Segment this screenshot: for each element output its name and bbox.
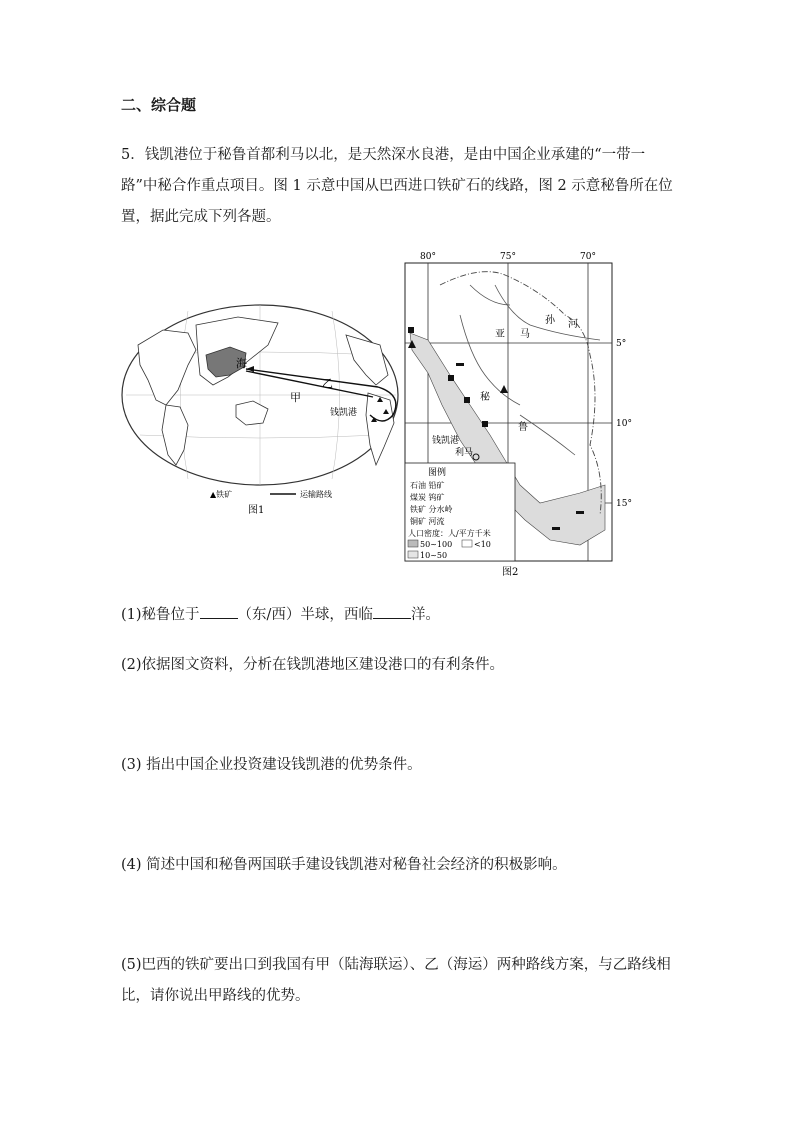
answer-blank-hemisphere[interactable] bbox=[200, 604, 238, 619]
label-yi: 乙 bbox=[322, 377, 333, 390]
q1-part-c: 洋。 bbox=[410, 607, 440, 623]
peru-map bbox=[400, 245, 632, 580]
swatch-10-50 bbox=[408, 551, 418, 558]
swatch-under-10 bbox=[462, 540, 472, 547]
figure-1 bbox=[118, 305, 408, 524]
question-5: (5)巴西的铁矿要出口到我国有甲（陆海联运）、乙（海运）两种路线方案，与乙路线相比，请你说出甲路线的优势。 bbox=[121, 957, 671, 1004]
question-3: (3) 指出中国企业投资建设钱凯港的优势条件。 bbox=[121, 757, 422, 773]
figure1-caption: 图1 bbox=[248, 505, 265, 516]
legend-density-title: 人口密度：人/平方千米 bbox=[408, 529, 491, 538]
question-4: (4) 简述中国和秘鲁两国联手建设钱凯港对秘鲁社会经济的积极影响。 bbox=[121, 857, 567, 873]
swatch-50-100 bbox=[408, 540, 418, 547]
answer-blank-ocean[interactable] bbox=[373, 604, 411, 619]
lat-5: 5° bbox=[616, 339, 627, 349]
legend bbox=[405, 463, 515, 561]
lat-15: 15° bbox=[616, 499, 632, 509]
figure2-caption: 图2 bbox=[502, 567, 519, 578]
coal-marker bbox=[448, 375, 454, 381]
section-title: 二、综合题 bbox=[121, 96, 197, 114]
legend-dens-c: 10~50 bbox=[420, 551, 448, 560]
legend-row2: 煤炭 钨矿 bbox=[410, 493, 445, 502]
legend-row3: 铁矿 分水岭 bbox=[410, 505, 453, 514]
lon-80: 80° bbox=[420, 252, 436, 262]
label-he: 河 bbox=[568, 319, 578, 330]
label-lu: 鲁 bbox=[518, 422, 528, 433]
copper-marker bbox=[456, 363, 464, 366]
label-lima: 利马 bbox=[455, 448, 474, 458]
lon-75: 75° bbox=[500, 252, 516, 262]
label-sea: 海 bbox=[236, 357, 247, 370]
legend-dens-a: 50~100 bbox=[420, 540, 453, 549]
label-sun: 孙 bbox=[545, 315, 555, 326]
lon-70: 70° bbox=[580, 252, 596, 262]
label-ma: 马 bbox=[520, 329, 530, 340]
question-2: (2)依据图文资料，分析在钱凯港地区建设港口的有利条件。 bbox=[121, 657, 505, 673]
label-ya: 亚 bbox=[495, 329, 505, 340]
south-america bbox=[366, 393, 394, 465]
label-jia: 甲 bbox=[290, 391, 301, 404]
legend-iron: ▲铁矿 bbox=[210, 490, 233, 499]
copper-marker bbox=[576, 511, 584, 514]
legend-row4: 铜矿 河流 bbox=[410, 517, 445, 526]
coal-marker bbox=[482, 421, 488, 427]
q1-part-a: (1)秘鲁位于 bbox=[121, 607, 200, 623]
question-1 bbox=[121, 600, 681, 631]
question-intro: 5．钱凯港位于秘鲁首都利马以北，是天然深水良港，是由中国企业承建的“一带一路”中秘合作重点项目。图 1 示意中国从巴西进口铁矿石的线路，图 2 示意秘鲁所在位置，据此完成下列各题。 bbox=[121, 147, 673, 225]
q1-part-b: （东/西）半球，西临 bbox=[237, 607, 373, 623]
lat-10: 10° bbox=[616, 419, 632, 429]
legend-title: 图例 bbox=[428, 468, 447, 478]
oil-marker bbox=[408, 327, 414, 333]
label-port: 钱凯港 bbox=[432, 436, 460, 446]
legend-route: 运输路线 bbox=[300, 490, 332, 499]
figure-2 bbox=[400, 245, 632, 584]
world-map bbox=[118, 305, 408, 520]
coal-marker bbox=[464, 397, 470, 403]
legend-row1: 石油 铅矿 bbox=[410, 481, 445, 490]
copper-marker bbox=[552, 527, 560, 530]
legend-dens-b: <10 bbox=[474, 540, 491, 549]
label-bi: 秘 bbox=[480, 392, 490, 403]
label-port: 钱凯港 bbox=[330, 408, 358, 418]
